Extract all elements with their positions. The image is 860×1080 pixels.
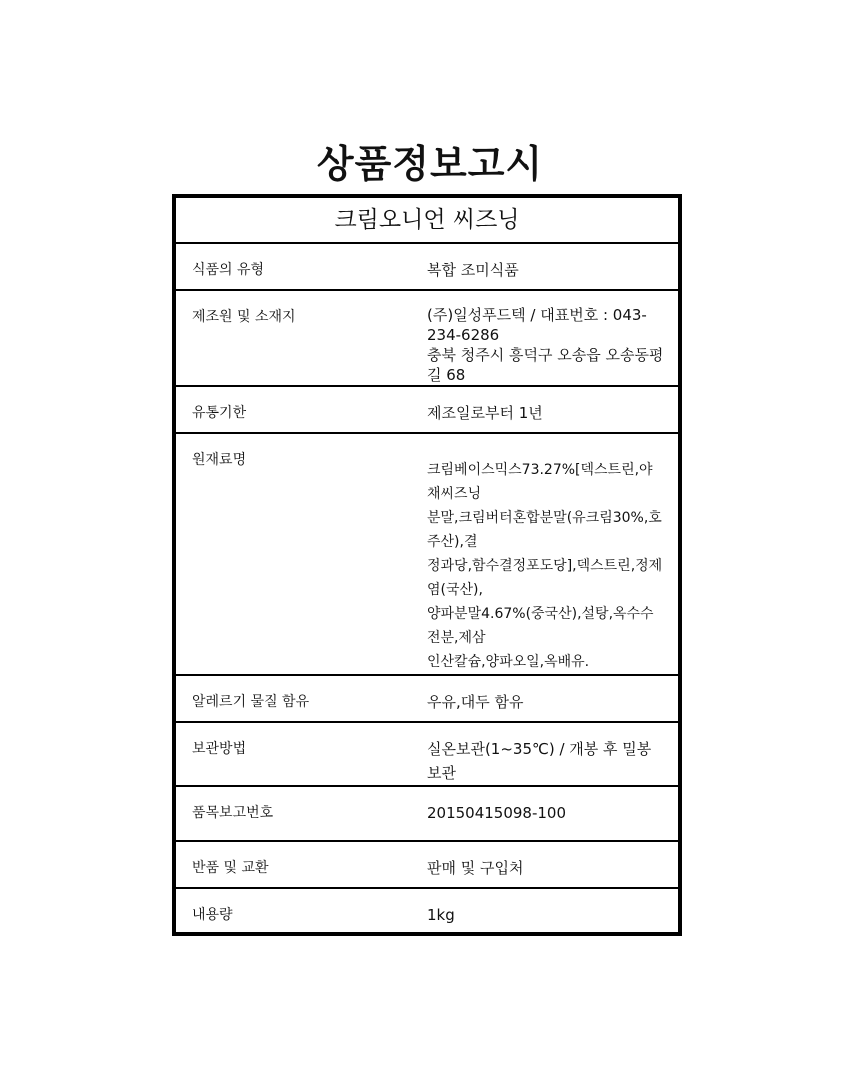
row-label — [174, 722, 427, 786]
row-value — [427, 786, 680, 841]
row-value-line: 복합 조미식품 — [427, 261, 519, 279]
row-label — [174, 675, 427, 722]
row-label-text: 원재료명 — [192, 452, 247, 468]
row-value — [427, 722, 680, 786]
row-value-line: 실온보관(1~35℃) / 개봉 후 밀봉보관 — [427, 740, 652, 782]
row-label-text: 보관방법 — [192, 741, 247, 757]
row-label — [174, 243, 427, 290]
table-row — [174, 888, 680, 934]
row-value-line: 분말,크림버터혼합분말(유크림30%,호주산),결 — [427, 510, 662, 550]
table-row — [174, 386, 680, 433]
row-value — [427, 888, 680, 934]
row-label — [174, 888, 427, 934]
row-label-text: 내용량 — [192, 907, 233, 923]
row-label-text: 반품 및 교환 — [192, 860, 269, 876]
row-value-line: 우유,대두 함유 — [427, 693, 524, 711]
row-label — [174, 786, 427, 841]
row-value-line: 판매 및 구입처 — [427, 859, 524, 877]
row-value — [427, 386, 680, 433]
table-row — [174, 243, 680, 290]
row-value-line: 크림베이스믹스73.27%[덱스트린,야채씨즈닝 — [427, 462, 653, 502]
table-row — [174, 841, 680, 888]
table-row — [174, 722, 680, 786]
row-value-line: 정과당,함수결정포도당],덱스트린,정제염(국산), — [427, 558, 663, 598]
row-value — [427, 433, 680, 675]
row-value-line: (주)일성푸드텍 / 대표번호 : 043-234-6286 — [427, 306, 647, 344]
row-label-text: 제조원 및 소재지 — [192, 309, 296, 325]
table-row — [174, 290, 680, 386]
product-name-row — [174, 196, 680, 243]
row-label-text: 식품의 유형 — [192, 262, 265, 278]
table-row — [174, 675, 680, 722]
product-name: 크림오니언 씨즈닝 — [174, 196, 680, 243]
row-value-line: 양파분말4.67%(중국산),설탕,옥수수전분,제삼 — [427, 606, 654, 646]
row-value-line: 충북 청주시 흥덕구 오송읍 오송동평길 68 — [427, 346, 664, 384]
row-label-text: 유통기한 — [192, 405, 247, 421]
table-row — [174, 433, 680, 675]
row-value-line: 제조일로부터 1년 — [427, 404, 543, 422]
row-label-text: 알레르기 물질 함유 — [192, 694, 310, 710]
row-value — [427, 841, 680, 888]
row-value — [427, 675, 680, 722]
row-value — [427, 243, 680, 290]
table-row — [174, 786, 680, 841]
row-value-line: 20150415098-100 — [427, 804, 567, 822]
row-label — [174, 386, 427, 433]
row-value — [427, 290, 680, 386]
row-label — [174, 841, 427, 888]
product-info-table — [172, 194, 682, 936]
row-value-line: 1kg — [427, 906, 455, 924]
row-label — [174, 433, 427, 675]
page-title: 상품정보고시 — [316, 142, 544, 186]
row-value-line: 인산칼슘,양파오일,옥배유. — [427, 654, 590, 670]
row-label-text: 품목보고번호 — [192, 805, 274, 821]
row-label — [174, 290, 427, 386]
